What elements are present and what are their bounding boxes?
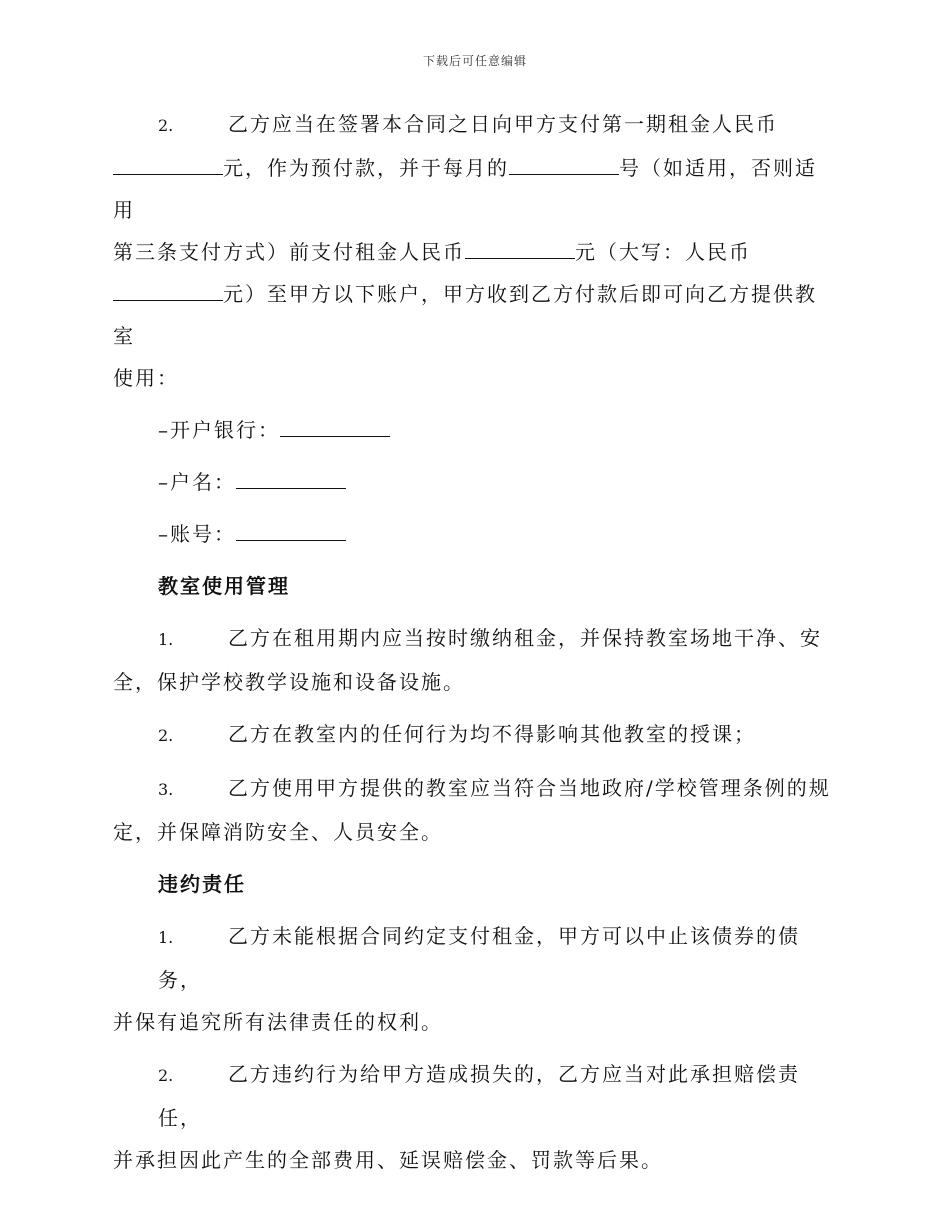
payment-clause-line3 bbox=[113, 231, 833, 273]
breach-item-2 bbox=[113, 1053, 833, 1139]
clause-text: 元（大写：人民币 bbox=[575, 240, 751, 264]
blank-rent bbox=[465, 234, 575, 259]
usage-item-3 bbox=[113, 767, 833, 811]
clause-number: 1. bbox=[158, 630, 174, 649]
blank-amount bbox=[113, 150, 223, 175]
account-name-line bbox=[113, 461, 833, 503]
clause-text: 乙方在教室内的任何行为均不得影响其他教室的授课； bbox=[228, 722, 756, 746]
account-number-line bbox=[113, 513, 833, 555]
clause-number: 1. bbox=[158, 928, 174, 947]
breach-item-1 bbox=[113, 915, 833, 1001]
account-number-label: –账号： bbox=[158, 522, 236, 546]
clause-text: 号（如适用，否则适用 bbox=[113, 156, 817, 222]
clause-number: 2. bbox=[158, 726, 174, 745]
page-header: 下载后可任意编辑 bbox=[422, 54, 527, 68]
blank-day bbox=[509, 150, 619, 175]
usage-item-3-cont: 定，并保障消防安全、人员安全。 bbox=[113, 820, 443, 844]
document-body bbox=[113, 103, 833, 1181]
clause-text: 元）至甲方以下账户，甲方收到乙方付款后即可向乙方提供教室 bbox=[113, 282, 817, 348]
payment-clause-line4 bbox=[113, 273, 833, 357]
bank-line bbox=[113, 409, 833, 451]
clause-number: 3. bbox=[158, 780, 174, 799]
clause-text: 乙方未能根据合同约定支付租金，甲方可以中止该债券的债务， bbox=[158, 924, 800, 992]
payment-clause-line2 bbox=[113, 147, 833, 231]
clause-text: 乙方应当在签署本合同之日向甲方支付第一期租金人民币 bbox=[228, 112, 778, 136]
section-heading-breach: 违约责任 bbox=[158, 872, 246, 896]
usage-item-1 bbox=[113, 617, 833, 661]
blank-account-number bbox=[236, 516, 346, 541]
breach-item-1-cont: 并保有追究所有法律责任的权利。 bbox=[113, 1010, 443, 1034]
clause-text: 乙方违约行为给甲方造成损失的，乙方应当对此承担赔偿责任， bbox=[158, 1062, 800, 1130]
clause-number: 2. bbox=[158, 116, 174, 135]
blank-account-name bbox=[236, 464, 346, 489]
clause-text: 第三条支付方式）前支付租金人民币 bbox=[113, 240, 465, 264]
account-name-label: –户名： bbox=[158, 470, 236, 494]
clause-text: 乙方在租用期内应当按时缴纳租金，并保持教室场地干净、安 bbox=[228, 626, 822, 650]
bank-label: –开户银行： bbox=[158, 418, 280, 442]
breach-item-2-cont: 并承担因此产生的全部费用、延误赔偿金、罚款等后果。 bbox=[113, 1148, 663, 1172]
usage-item-2 bbox=[113, 713, 833, 757]
clause-text: 乙方使用甲方提供的教室应当符合当地政府/学校管理条例的规 bbox=[228, 776, 831, 800]
payment-clause-line5: 使用： bbox=[113, 366, 179, 390]
usage-item-1-cont: 全，保护学校教学设施和设备设施。 bbox=[113, 670, 465, 694]
clause-text: 元，作为预付款，并于每月的 bbox=[223, 156, 509, 180]
clause-number: 2. bbox=[158, 1066, 174, 1085]
section-heading-usage: 教室使用管理 bbox=[158, 574, 290, 598]
blank-bank bbox=[280, 412, 390, 437]
payment-clause-line1 bbox=[113, 103, 833, 147]
blank-rent-words bbox=[113, 276, 223, 301]
